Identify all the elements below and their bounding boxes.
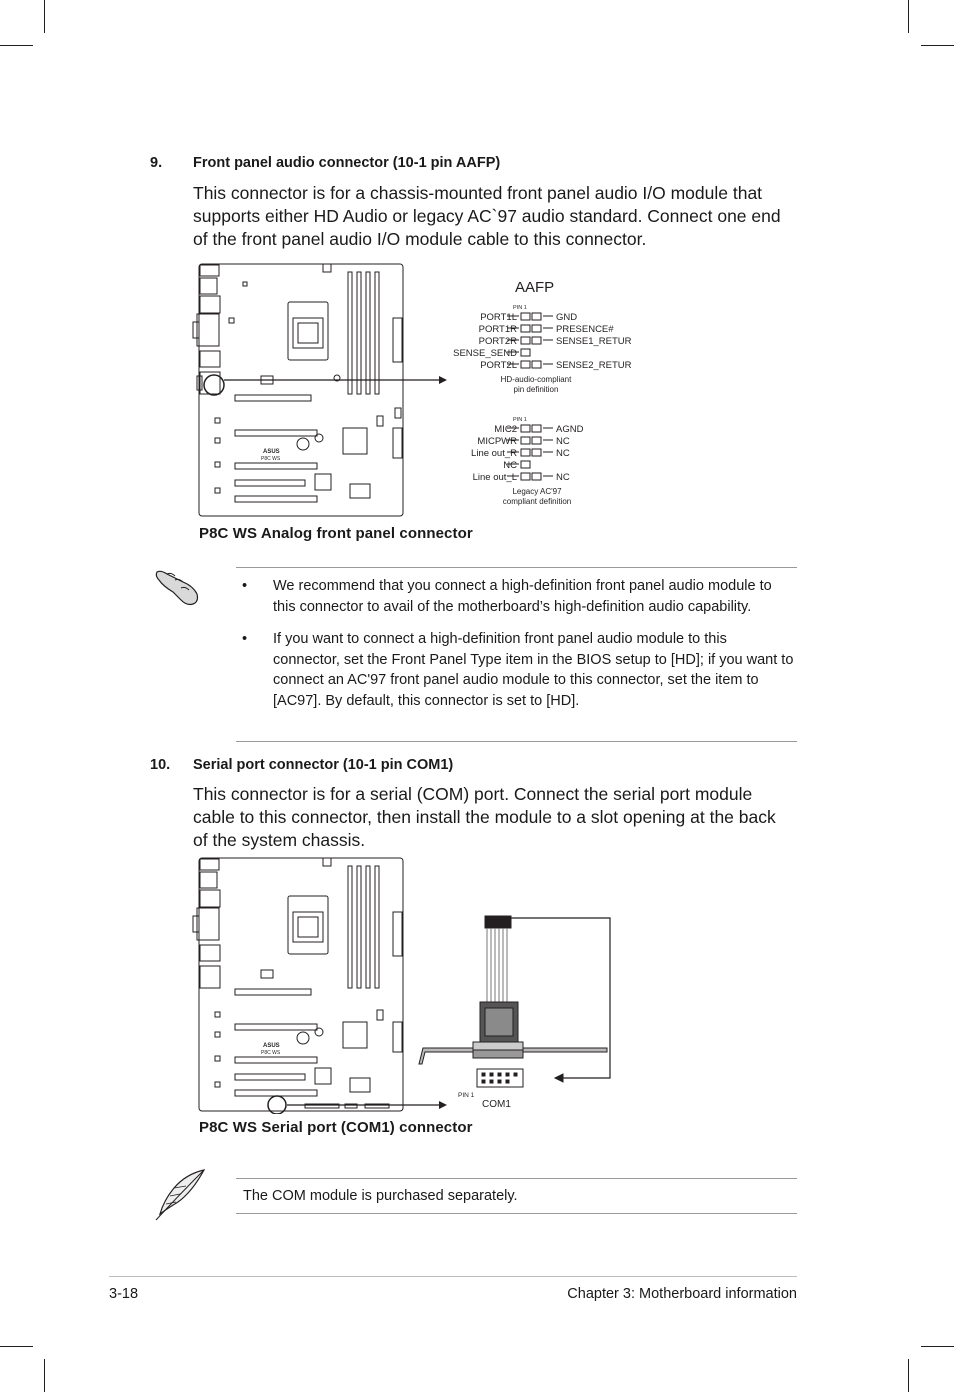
ac-left-label: NC xyxy=(503,460,517,471)
section-9-paragraph: This connector is for a chassis-mounted front panel audio I/O module that supports either HD Audio or legacy AC`97 audio standard. Connect one end of the front panel audio I/O module cable to this connector. xyxy=(193,183,781,249)
com1-diagram xyxy=(185,852,615,1114)
aafp-title: AAFP xyxy=(515,279,555,296)
footer-rule xyxy=(109,1276,797,1277)
hd-right-label: GND xyxy=(556,312,578,323)
com1-connector-label: COM1 xyxy=(482,1099,511,1110)
board-logo: ASUS xyxy=(263,449,280,455)
hd-caption-line1: HD-audio-compliant xyxy=(500,375,572,384)
feather-quill-icon xyxy=(150,1168,208,1224)
com1-pin1-label: PIN 1 xyxy=(458,1092,475,1099)
ac-right-label: NC xyxy=(556,472,570,483)
hd-left-label: PORT2R xyxy=(478,336,517,347)
motherboard-illustration xyxy=(193,264,403,516)
ac-right-label: NC xyxy=(556,448,570,459)
ac-caption-line1: Legacy AC'97 xyxy=(512,487,562,496)
hd-left-label: PORT1R xyxy=(478,324,517,335)
diagram-caption: P8C WS Analog front panel connector xyxy=(199,525,473,542)
com-module xyxy=(419,916,610,1087)
ac-right-label: AGND xyxy=(556,424,584,435)
note-text: If you want to connect a high-definition front panel audio module to this connector, set the Front Panel Type item in the BIOS setup to [HD]; if you want to connect an AC'97 front panel audio module to this connector, set the item to [AC97]. By default, this connector is set to [HD]. xyxy=(273,631,794,709)
ac-pin1-label: PIN 1 xyxy=(513,417,527,423)
note-text: The COM module is purchased separately. xyxy=(243,1188,518,1204)
hd-right-label: SENSE2_RETUR xyxy=(556,360,632,371)
ac-left-label: MIC2 xyxy=(494,424,517,435)
arrow-head xyxy=(439,1101,447,1109)
page-number: 3-18 xyxy=(109,1286,139,1302)
crop-mark xyxy=(908,1359,909,1392)
hd-left-label: SENSE_SEND xyxy=(453,348,517,359)
crop-mark xyxy=(0,45,33,46)
section-10-title: Serial port connector (10-1 pin COM1) xyxy=(193,757,454,773)
section-10-number: 10. xyxy=(150,757,171,773)
hd-right-label: PRESENCE# xyxy=(556,324,614,335)
crop-mark xyxy=(921,45,954,46)
ac-left-label: MICPWR xyxy=(477,436,517,447)
crop-mark xyxy=(908,0,909,33)
note-text: We recommend that you connect a high-definition front panel audio module to this connector to avail of the motherboard’s high-definition audio capability. xyxy=(273,578,772,615)
arrow-head xyxy=(439,376,447,384)
chapter-title: Chapter 3: Motherboard information xyxy=(567,1286,797,1302)
note-item xyxy=(236,576,796,617)
ac-caption-line2: compliant definition xyxy=(502,497,572,506)
note-box xyxy=(236,576,796,723)
aafp-diagram xyxy=(185,258,645,518)
crop-mark xyxy=(921,1346,954,1347)
hd-caption-line2: pin definition xyxy=(513,385,559,394)
bullet: • xyxy=(242,578,248,594)
section-10-paragraph: This connector is for a serial (COM) port. Connect the serial port module cable to this connector, then install the module to a slot opening at the back of the system chassis. xyxy=(193,784,776,850)
hd-right-label: SENSE1_RETUR xyxy=(556,336,632,347)
pointing-hand-icon xyxy=(153,564,203,606)
ac-left-label: Line out_R xyxy=(471,448,517,459)
ac-left-label: Line out_L xyxy=(472,472,517,483)
crop-mark xyxy=(0,1346,33,1347)
board-model: P8C WS xyxy=(261,456,281,462)
motherboard-illustration xyxy=(193,858,403,1114)
crop-mark xyxy=(44,0,45,33)
note-divider xyxy=(236,741,797,742)
section-9-number: 9. xyxy=(150,155,163,171)
hd-left-label: PORT2L xyxy=(480,360,517,371)
note-item xyxy=(236,629,796,711)
diagram-caption: P8C WS Serial port (COM1) connector xyxy=(199,1119,473,1136)
board-model: P8C WS xyxy=(261,1050,281,1056)
hd-pin1-label: PIN 1 xyxy=(513,305,527,311)
note-divider xyxy=(236,1213,797,1214)
hd-left-label: PORT1L xyxy=(480,312,517,323)
bullet: • xyxy=(242,631,248,647)
section-9-title: Front panel audio connector (10-1 pin AAFP) xyxy=(193,155,501,171)
crop-mark xyxy=(44,1359,45,1392)
note-divider xyxy=(236,1178,797,1179)
board-logo: ASUS xyxy=(263,1043,280,1049)
ac-right-label: NC xyxy=(556,436,570,447)
note-divider xyxy=(236,567,797,568)
